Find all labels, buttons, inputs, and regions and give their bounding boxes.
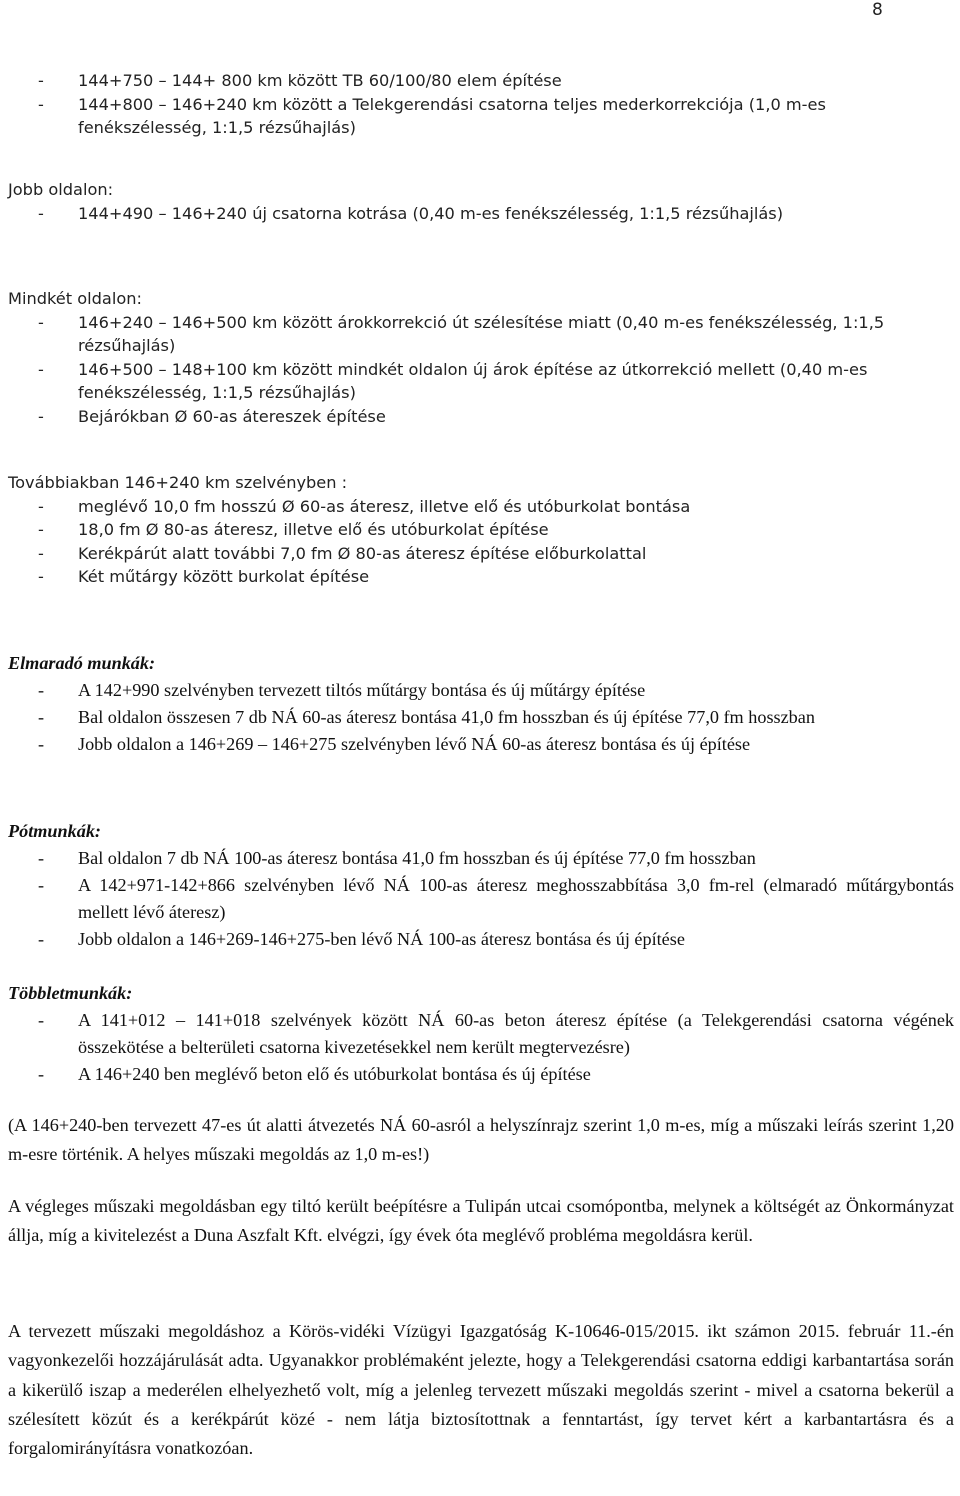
additional-works-section <box>8 818 954 953</box>
dash-bullet-icon: - <box>38 734 45 754</box>
paragraph: A végleges műszaki megoldásban egy tiltó került beépítésre a Tulipán utcai csomópontba, melynek a költségét az Önkormányzat állja, míg a kivitelezést a Duna Aszfalt Kft. elvégzi, így évek óta meglévő probléma megoldásra kerül. <box>8 1196 954 1245</box>
list-item: - Bal oldalon összesen 7 db NÁ 60-as áteresz bontása 41,0 fm hosszban és új építése 77,0 fm hosszban <box>8 704 954 731</box>
section-heading: Elmaradó munkák: <box>8 653 156 673</box>
work-list-intro <box>8 69 953 140</box>
paragraph: A tervezett műszaki megoldáshoz a Körös-vidéki Vízügyi Igazgatóság K-10646-015/2015. ikt számon 2015. február 11.-én vagyonkezelői hozzájárulását adta. Ugyanakkor problémaként jelezte, hogy a Telekgerendási csatorna eddigi karbantartása során a kikerülő iszap a mederélen elhelyezhető volt, míg a jelenleg tervezett műszaki megoldás szerint - mivel a csatorna bekerül a szélesített közút és a kerékpárút közé - nem látja biztosítottnak a fenntartást, így tervet kért a karbantartásra és a forgalomirányításra vonatkozóan. <box>8 1321 954 1459</box>
note-paragraph: (A 146+240-ben tervezett 47-es út alatti átvezetés NÁ 60-asról a helyszínrajz szerint 1,0 m-es, míg a műszaki leírás szerint 1,20 m-esre történik. A helyes műszaki megoldás az 1,0 m-es!) <box>8 1115 954 1164</box>
dash-bullet-icon: - <box>38 406 44 426</box>
section-heading: Jobb oldalon: <box>8 180 114 199</box>
list-item: - Bal oldalon 7 db NÁ 100-as áteresz bontása 41,0 fm hosszban és új építése 77,0 fm hosszban <box>8 845 954 872</box>
right-side-section <box>8 178 953 225</box>
dash-bullet-icon: - <box>38 1064 45 1084</box>
list-item: - A 142+971-142+866 szelvényben lévő NÁ 100-as áteresz meghosszabbítása 3,0 fm-rel (elmaradó műtárgybontás mellett lévő áteresz) <box>8 872 954 926</box>
dash-bullet-icon: - <box>38 875 45 895</box>
list-item: - Jobb oldalon a 146+269 – 146+275 szelvényben lévő NÁ 60-as áteresz bontása és új építése <box>8 731 954 758</box>
list-item: - 144+750 – 144+ 800 km között TB 60/100/80 elem építése <box>8 69 953 93</box>
both-sides-section <box>8 287 953 428</box>
dash-bullet-icon: - <box>38 496 44 516</box>
section-heading: Többletmunkák: <box>8 983 133 1003</box>
list-item: - 146+500 – 148+100 km között mindkét oldalon új árok építése az útkorrekció mellett (0,40 m-es fenékszélesség, 1:1,5 rézsűhajlás) <box>38 359 868 402</box>
dash-bullet-icon: - <box>38 94 44 114</box>
dash-bullet-icon: - <box>38 929 45 949</box>
dash-bullet-icon: - <box>38 848 45 868</box>
list-item: - Kerékpárút alatt további 7,0 fm Ø 80-as áteresz építése előburkolattal <box>8 542 953 566</box>
list-item: - 144+490 – 146+240 új csatorna kotrása (0,40 m-es fenékszélesség, 1:1,5 rézsűhajlás) <box>8 202 953 226</box>
list-item: - A 142+990 szelvényben tervezett tiltós műtárgy bontása és új műtárgy építése <box>8 677 954 704</box>
dash-bullet-icon: - <box>38 359 44 379</box>
list-item: - 146+240 – 146+500 km között árokkorrekció út szélesítése miatt (0,40 m-es fenékszélesség, 1:1,5 rézsűhajlás) <box>38 312 885 355</box>
dash-bullet-icon: - <box>38 543 44 563</box>
dash-bullet-icon: - <box>38 71 44 90</box>
dash-bullet-icon: - <box>38 312 44 332</box>
list-item: - A 141+012 – 141+018 szelvények között NÁ 60-as beton áteresz építése (a Telekgerendási csatorna végének összekötése a belterületi csatorna kivezetésekkel nem került megtervezésre) <box>8 1007 954 1061</box>
section-heading: Továbbiakban 146+240 km szelvényben : <box>8 473 348 492</box>
list-item: - 144+800 – 146+240 km között a Telekgerendási csatorna teljes mederkorrekciója (1,0 m-es fenékszélesség, 1:1,5 rézsűhajlás) <box>38 94 826 137</box>
omitted-works-section <box>8 650 954 758</box>
dash-bullet-icon: - <box>38 203 44 223</box>
further-section <box>8 471 953 589</box>
list-item: - A 146+240 ben meglévő beton elő és utóburkolat bontása és új építése <box>8 1061 954 1088</box>
dash-bullet-icon: - <box>38 680 45 700</box>
page-number: 8 <box>872 0 883 20</box>
list-item: - Jobb oldalon a 146+269-146+275-ben lévő NÁ 100-as áteresz bontása és új építése <box>8 926 954 953</box>
list-item: - 18,0 fm Ø 80-as áteresz, illetve elő és utóburkolat építése <box>8 518 953 542</box>
dash-bullet-icon: - <box>38 1010 45 1030</box>
section-heading: Pótmunkák: <box>8 821 101 841</box>
list-item: - Bejárókban Ø 60-as átereszek építése <box>8 405 953 429</box>
section-heading: Mindkét oldalon: <box>8 289 142 308</box>
dash-bullet-icon: - <box>38 567 44 586</box>
list-item: - meglévő 10,0 fm hosszú Ø 60-as áteresz, illetve elő és utóburkolat bontása <box>8 495 953 519</box>
list-item: - Két műtárgy között burkolat építése <box>8 565 953 589</box>
dash-bullet-icon: - <box>38 520 44 539</box>
dash-bullet-icon: - <box>38 707 45 727</box>
extra-works-section <box>8 980 954 1088</box>
